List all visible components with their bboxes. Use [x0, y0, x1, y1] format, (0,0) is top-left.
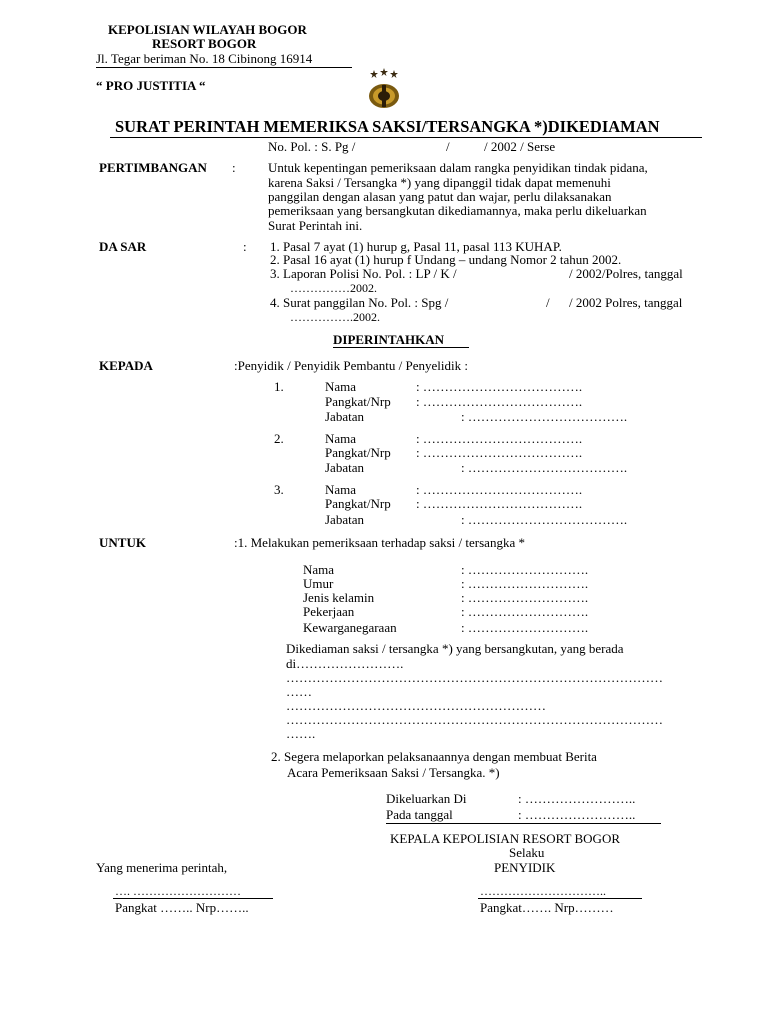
location-line: di……………………. [286, 656, 404, 671]
pertimbangan-line: karena Saksi / Tersangka *) yang dipanggil tidak dapat memenuhi [268, 175, 611, 190]
dasar-item-3-fill: ……………2002. [290, 281, 377, 295]
dasar-item-1: 1. Pasal 7 ayat (1) hurup g, Pasal 11, pasal 113 KUHAP. [270, 239, 562, 254]
recipient-name-fill: …. ……………………… [115, 884, 241, 898]
penyidik-label: PENYIDIK [494, 860, 556, 875]
dasar-item-4-fill: …………….2002. [290, 310, 380, 324]
location-line: …………………………………………………………………………… [286, 670, 663, 685]
person-rank-fill: : ………………………………. [416, 394, 583, 409]
pertimbangan-label: PERTIMBANGAN [99, 160, 207, 175]
kepada-intro: :Penyidik / Penyidik Pembantu / Penyelidik : [234, 358, 468, 373]
subject-field-fill: : ………………………. [461, 604, 589, 619]
unit-name: RESORT BOGOR [152, 36, 257, 51]
document-number-suffix: / 2002 / Serse [484, 139, 556, 154]
dasar-item-3: 3. Laporan Polisi No. Pol. : LP / K / [270, 266, 457, 281]
diperintahkan-underline [333, 347, 469, 348]
selaku-text: Selaku [509, 845, 545, 860]
person-rank-fill: : ………………………………. [416, 496, 583, 511]
person-rank-fill: : ………………………………. [416, 445, 583, 460]
document-title: SURAT PERINTAH MEMERIKSA SAKSI/TERSANGKA *)DIKEDIAMAN [115, 117, 660, 136]
document-number-slash: / [446, 139, 450, 154]
person-position-label: Jabatan [325, 409, 364, 424]
officer-rank: Pangkat……. Nrp……… [480, 900, 614, 915]
subject-field-fill: : ………………………. [461, 620, 589, 635]
kepada-label: KEPADA [99, 358, 153, 373]
police-emblem-icon [366, 68, 402, 112]
person-position-label: Jabatan [325, 460, 364, 475]
pertimbangan-line: Surat Perintah ini. [268, 218, 363, 233]
institution-name: KEPOLISIAN WILAYAH BOGOR [108, 22, 307, 37]
subject-field-fill: : ………………………. [461, 590, 589, 605]
subject-field-fill: : ………………………. [461, 576, 589, 591]
pro-justitia: “ PRO JUSTITIA “ [96, 78, 206, 93]
pertimbangan-line: pemeriksaan yang bersangkutan dikediamannya, maka perlu dikeluarkan [268, 203, 647, 218]
untuk-label: UNTUK [99, 535, 146, 550]
recipient-label: Yang menerima perintah, [96, 860, 228, 875]
issued-date-fill: : …………………….. [518, 807, 636, 822]
person-position-fill: : ………………………………. [461, 512, 628, 527]
head-title: KEPALA KEPOLISIAN RESORT BOGOR [390, 831, 621, 846]
officer-name-fill: ………………………….. [480, 884, 606, 898]
issued-place-label: Dikeluarkan Di [386, 791, 467, 806]
pertimbangan-line: Untuk kepentingan pemeriksaan dalam rangka penyidikan tindak pidana, [268, 160, 648, 175]
person-rank-label: Pangkat/Nrp [325, 445, 391, 460]
person-rank-label: Pangkat/Nrp [325, 394, 391, 409]
location-line: ……. [286, 726, 316, 741]
recipient-rank: Pangkat …….. Nrp…….. [115, 900, 249, 915]
subject-field-fill: : ………………………. [461, 562, 589, 577]
person-name-label: Nama [325, 379, 357, 394]
issued-place-fill: : …………………….. [518, 791, 636, 806]
issued-date-label: Pada tanggal [386, 807, 453, 822]
dasar-item-3-date: / 2002/Polres, tanggal [569, 266, 683, 281]
subject-field-label: Kewarganegaraan [303, 620, 397, 635]
person-position-fill: : ………………………………. [461, 409, 628, 424]
location-line: …… [286, 684, 312, 699]
person-name-fill: : ………………………………. [416, 379, 583, 394]
diperintahkan-heading: DIPERINTAHKAN [333, 332, 444, 347]
address: Jl. Tegar beriman No. 18 Cibinong 16914 [96, 51, 313, 66]
untuk-item-1: :1. Melakukan pemeriksaan terhadap saksi / tersangka * [234, 535, 525, 550]
untuk-item-2-cont: Acara Pemeriksaan Saksi / Tersangka. *) [287, 765, 500, 780]
issued-rule [386, 823, 661, 824]
location-line: …………………………………………………… [286, 698, 546, 713]
person-number: 3. [274, 482, 284, 497]
title-underline [110, 137, 702, 138]
person-position-fill: : ………………………………. [461, 460, 628, 475]
person-name-fill: : ………………………………. [416, 431, 583, 446]
person-rank-label: Pangkat/Nrp [325, 496, 391, 511]
location-line: …………………………………………………………………………… [286, 712, 663, 727]
pertimbangan-line: panggilan dengan alasan yang patut dan wajar, perlu dilaksanakan [268, 189, 612, 204]
header-rule [96, 67, 352, 68]
person-number: 2. [274, 431, 284, 446]
dasar-colon: : [243, 239, 247, 254]
dasar-item-4-date: / 2002 Polres, tanggal [569, 295, 683, 310]
person-position-label: Jabatan [325, 512, 364, 527]
subject-field-label: Jenis kelamin [303, 590, 375, 605]
person-name-fill: : ………………………………. [416, 482, 583, 497]
subject-field-label: Umur [303, 576, 334, 591]
untuk-item-2: 2. Segera melaporkan pelaksanaannya dengan membuat Berita [271, 749, 597, 764]
officer-signature-line [478, 898, 642, 899]
subject-field-label: Nama [303, 562, 335, 577]
document-number-prefix: No. Pol. : S. Pg / [268, 139, 356, 154]
person-name-label: Nama [325, 431, 357, 446]
person-number: 1. [274, 379, 284, 394]
dasar-label: DA SAR [99, 239, 147, 254]
dasar-item-2: 2. Pasal 16 ayat (1) hurup f Undang – undang Nomor 2 tahun 2002. [270, 252, 622, 267]
location-line: Dikediaman saksi / tersangka *) yang bersangkutan, yang berada [286, 641, 624, 656]
dasar-item-4: 4. Surat panggilan No. Pol. : Spg / [270, 295, 449, 310]
person-name-label: Nama [325, 482, 357, 497]
pertimbangan-colon: : [232, 160, 236, 175]
recipient-signature-line [113, 898, 273, 899]
subject-field-label: Pekerjaan [303, 604, 355, 619]
dasar-item-4-slash: / [546, 295, 550, 310]
